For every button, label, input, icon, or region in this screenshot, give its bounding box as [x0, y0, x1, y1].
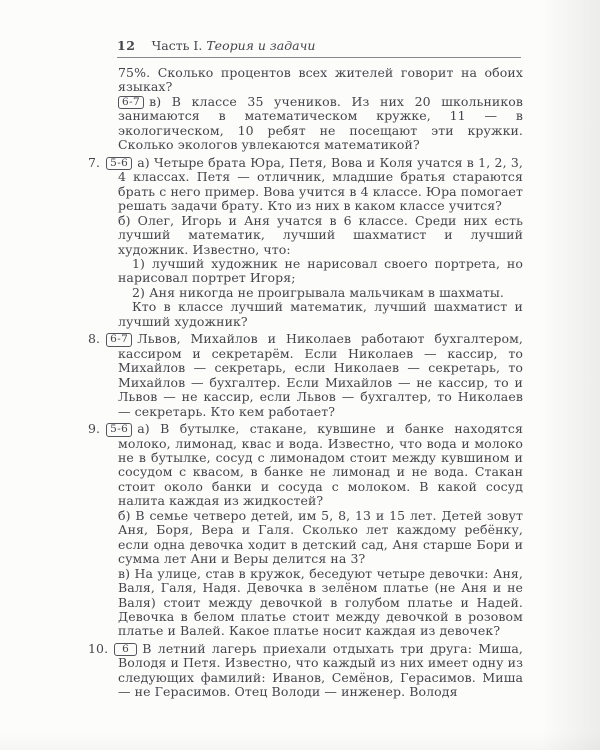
- paragraph-text: 2) Аня никогда не проигрывала мальчикам в шахматы.: [132, 284, 505, 300]
- paragraph-item-v: [118, 95, 523, 153]
- paragraph-text: а) В бутылке, стакане, кувшине и банке находятся молоко, лимонад, квас и вода. Известно, что вода и молоко не в бутылке, сосуд с лимонадом стоит между кувшином и сосудом с квасом, в банке не лимонад и не вода. Стакан стоит около банки и сосуда с молоком. В какой сосуд налита каждая из жидкостей?: [118, 421, 523, 509]
- problem-9-part-v: [118, 567, 523, 639]
- grade-badge: 6-7: [106, 333, 132, 347]
- problem-7-clue-2: [118, 286, 523, 300]
- grade-badge: 5-6: [106, 157, 132, 171]
- page-number: 12: [117, 38, 136, 53]
- paragraph-text: Львов, Михайлов и Николаев работают бухгалтером, кассиром и секретарём. Если Николаев — кассир, то Михайлов — секретарь, если Николаев — секретарь, то Михайлов — бухгалтер. Если Михайлов — не кассир, то и Львов — не кассир, если Львов — бухгалтер, то Николаев — секретарь. Кто кем работает?: [118, 331, 523, 419]
- problem-9-part-b: [118, 509, 523, 567]
- paragraph-text: б) В семье четверо детей, им 5, 8, 13 и 15 лет. Детей зовут Аня, Боря, Вера и Галя. Сколько лет каждому ребёнку, если одна девочка ходит в детский сад, Аня старше Бори и сумма лет Ани и Веры делится на 3?: [118, 507, 523, 567]
- problem-7-part-b: [118, 214, 523, 257]
- problem-7-question: [118, 300, 523, 329]
- problem-8: [88, 331, 523, 419]
- page-body: [88, 65, 524, 700]
- problem-7-clue-1: [118, 257, 523, 286]
- paragraph-continuation: [118, 66, 523, 95]
- paragraph-text: Кто в классе лучший математик, лучший шахматист и лучший художник?: [118, 299, 523, 329]
- grade-badge: 6-7: [118, 96, 144, 110]
- paragraph-text: 1) лучший художник не нарисовал своего портрета, но нарисовал портрет Игоря;: [118, 255, 523, 286]
- paragraph-text: в) В классе 35 учеников. Из них 20 школьников занимаются в математическом кружке, 11 — в экологическом, 10 ребят не посещают эти кружки. Сколько экологов увлекаются математикой?: [118, 93, 523, 153]
- problem-9-part-a: [88, 421, 523, 509]
- paragraph-text: в) На улице, став в кружок, беседуют четыре девочки: Аня, Валя, Галя, Надя. Девочка в зелёном платье (не Аня и не Валя) стоит между девочкой в голубом платье и Надей. Девочка в белом платье стоит между девочкой в розовом платье и Валей. Какое платье носит каждая из девочек?: [118, 565, 523, 639]
- part-label: Часть I.: [151, 38, 203, 53]
- paragraph-text: В летний лагерь приехали отдыхать три друга: Миша, Володя и Петя. Известно, что каждый из них имеет одну из следующих фамилий: Иванов, Семёнов, Герасимов. Миша — не Герасимов. Отец Володи — инженер. Володя: [118, 640, 523, 700]
- grade-badge: 6: [114, 643, 137, 657]
- page-header: [117, 38, 521, 58]
- problem-10: [88, 640, 523, 700]
- problem-7-part-a: [88, 154, 524, 214]
- problem-number: 8.: [88, 331, 101, 347]
- problem-number: 9.: [88, 421, 101, 437]
- paragraph-text: 75%. Сколько процентов всех жителей говорит на обоих языках?: [118, 65, 523, 95]
- problem-number: 7.: [88, 154, 101, 170]
- part-title: Теория и задачи: [206, 38, 316, 53]
- paragraph-text: б) Олег, Игорь и Аня учатся в 6 классе. Среди них есть лучший математик, лучший шахматист и лучший художник. Известно, что:: [118, 212, 523, 257]
- grade-badge: 5-6: [106, 423, 132, 437]
- problem-number: 10.: [88, 640, 109, 656]
- paragraph-text: а) Четыре брата Юра, Петя, Вова и Коля учатся в 1, 2, 3, 4 классах. Петя — отличник, младшие братья стараются брать с него пример. Вова учится в 4 классе. Юра помогает решать задачи брату. Кто из них в каком классе учится?: [118, 154, 524, 214]
